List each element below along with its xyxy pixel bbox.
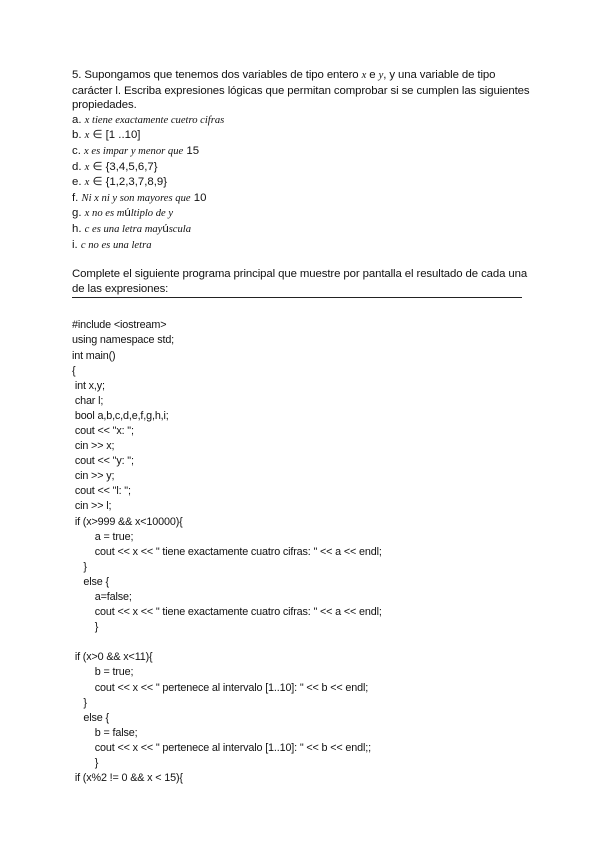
code-line: bool a,b,c,d,e,f,g,h,i; (72, 409, 169, 422)
properties-list (72, 113, 532, 253)
item-label: a. (72, 113, 82, 126)
item-text-2: ltiplo de y (130, 208, 174, 220)
item-text: Ni x ni y son mayores que (81, 192, 191, 204)
code-line: cin >> l; (72, 500, 112, 513)
intro-text-3: , y una variable de tipo carácter l. Escriba expresiones lógicas que permitan comprobar si se cumplen las siguientes propiedades. (72, 69, 530, 112)
item-tail: ∈ {3,4,5,6,7} (89, 160, 158, 173)
item-tail: ∈ [1 ..10] (89, 129, 141, 142)
item-label: h. (72, 222, 82, 235)
list-item (72, 222, 532, 238)
var-y: y (378, 70, 384, 81)
exercise-statement (72, 68, 532, 113)
item-label: d. (72, 160, 82, 173)
list-item (72, 144, 532, 160)
code-line: else { (72, 711, 109, 724)
code-line: if (x>999 && x<10000){ (72, 515, 183, 528)
code-line: cout << "l: "; (72, 485, 131, 498)
item-text: x tiene exactamente cuetro cifras (84, 114, 225, 126)
item-tail: 15 (183, 144, 200, 157)
code-line: b = false; (72, 726, 138, 739)
spacer (72, 253, 532, 267)
intro-text-1: 5. Supongamos que tenemos dos variables de tipo entero (72, 69, 362, 81)
list-item (72, 128, 532, 144)
code-line: using namespace std; (72, 334, 175, 347)
item-accent: ú (162, 222, 169, 235)
code-line: { (72, 364, 76, 377)
code-line: cout << x << " tiene exactamente cuatro cifras: " << a << endl; (72, 545, 382, 558)
code-line: int main() (72, 349, 116, 362)
code-block (72, 318, 532, 786)
list-item (72, 206, 532, 222)
code-line: cout << x << " tiene exactamente cuatro cifras: " << a << endl; (72, 606, 382, 619)
list-item (72, 160, 532, 176)
code-line: cout << "y: "; (72, 455, 134, 468)
var-x: x (361, 70, 367, 81)
document-page (72, 68, 532, 786)
item-text: x no es m (84, 208, 125, 220)
code-line: cin >> x; (72, 440, 115, 453)
code-line: cin >> y; (72, 470, 115, 483)
item-label: c. (72, 144, 81, 157)
item-text: c no es una letra (80, 239, 152, 251)
item-label: f. (72, 191, 79, 204)
code-line: a = true; (72, 530, 134, 543)
code-line: b = true; (72, 666, 134, 679)
complete-instruction: Complete el siguiente programa principal que muestre por pantalla el resultado de cada una de las expresiones: (72, 268, 528, 295)
code-line: #include <iostream> (72, 319, 167, 332)
item-tail: 10 (190, 191, 207, 204)
item-accent: ú (124, 207, 131, 220)
code-line: cout << "x: "; (72, 424, 134, 437)
item-text: c es una letra may (84, 223, 163, 235)
item-label: g. (72, 207, 82, 220)
list-item (72, 113, 532, 129)
code-line: } (72, 621, 99, 634)
code-line: a=false; (72, 591, 132, 603)
list-item (72, 175, 532, 191)
code-line: char l; (72, 394, 104, 407)
code-line: } (72, 560, 87, 573)
item-text-2: scula (168, 223, 192, 235)
item-tail: ∈ {1,2,3,7,8,9} (89, 176, 168, 189)
code-line: } (72, 696, 87, 709)
item-text: x es impar y menor que (84, 145, 184, 157)
code-line: if (x>0 && x<11){ (72, 651, 153, 664)
item-label: e. (72, 176, 82, 189)
item-text: x (84, 130, 90, 142)
code-line: cout << x << " pertenece al intervalo [1..10]: " << b << endl;; (72, 741, 371, 754)
item-label: b. (72, 129, 82, 142)
intro-text-2: e (366, 69, 379, 81)
code-line: cout << x << " pertenece al intervalo [1..10]: " << b << endl; (72, 681, 369, 694)
code-line: int x,y; (72, 379, 105, 392)
list-item (72, 191, 532, 207)
list-item (72, 238, 532, 254)
item-label: i. (72, 238, 78, 251)
code-line: if (x%2 != 0 && x < 15){ (72, 772, 183, 785)
code-line: else { (72, 575, 109, 588)
code-line (72, 635, 532, 650)
horizontal-rule (72, 297, 522, 298)
item-text: x (84, 161, 90, 173)
item-text: x (84, 177, 90, 189)
code-line: } (72, 757, 99, 770)
